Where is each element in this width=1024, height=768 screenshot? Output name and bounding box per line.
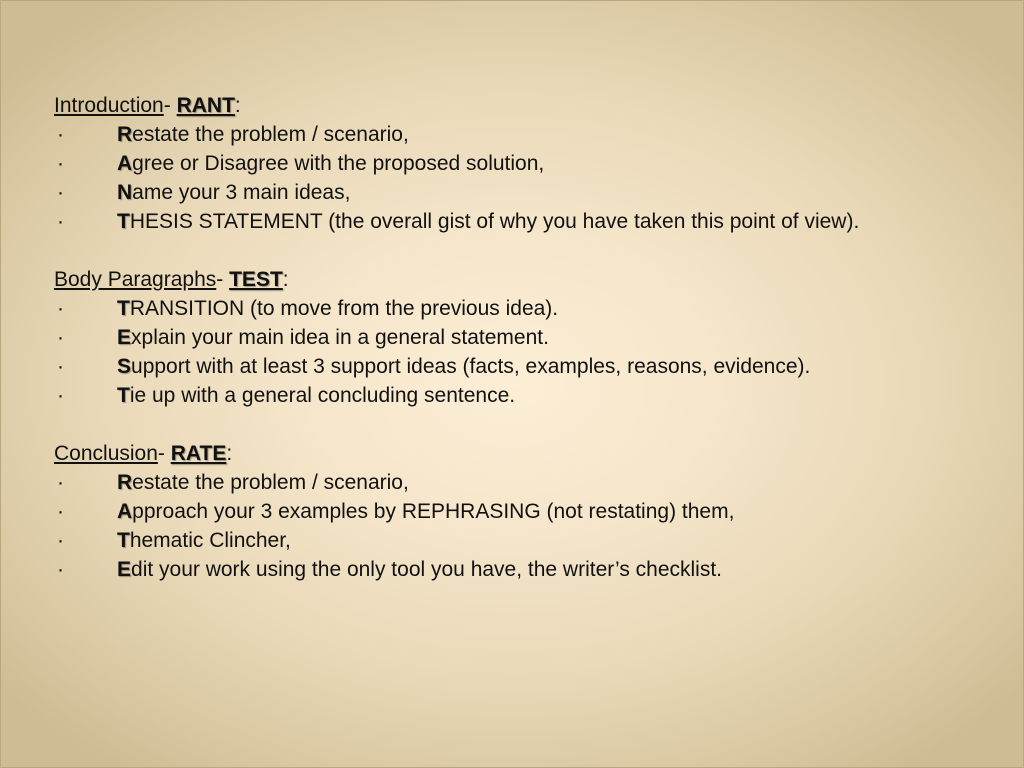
bullet-icon: ·	[57, 181, 64, 204]
list-item	[54, 526, 1004, 555]
item-rest: ie up with a general concluding sentence.	[129, 384, 516, 407]
list-item-text	[117, 468, 409, 497]
list-item-text	[117, 352, 810, 381]
section-heading	[54, 439, 1004, 468]
item-initial: R	[117, 123, 133, 146]
heading-separator: -	[216, 268, 230, 291]
bullet-icon: ·	[57, 210, 64, 233]
list-item-text	[117, 294, 558, 323]
list-item-text	[117, 555, 722, 584]
item-rest: gree or Disagree with the proposed solution,	[132, 152, 545, 175]
item-initial: E	[117, 326, 132, 349]
list-item	[54, 555, 1004, 584]
list-item	[54, 323, 1004, 352]
section-title: Body Paragraphs	[54, 268, 217, 291]
bullet-icon: ·	[57, 384, 64, 407]
list-item-text	[117, 207, 859, 236]
list-item-text	[117, 178, 350, 207]
list-item	[54, 207, 1004, 236]
list-item-text	[117, 526, 291, 555]
item-rest: estate the problem / scenario,	[132, 471, 409, 494]
bullet-icon: ·	[57, 123, 64, 146]
item-rest: upport with at least 3 support ideas (facts, examples, reasons, evidence).	[131, 355, 811, 378]
list-item	[54, 149, 1004, 178]
bullet-icon: ·	[57, 152, 64, 175]
section-heading	[54, 91, 1004, 120]
item-rest: ame your 3 main ideas,	[132, 181, 351, 204]
section-introduction	[54, 91, 1004, 236]
item-initial: T	[117, 529, 130, 552]
item-initial: S	[117, 355, 132, 378]
list-item	[54, 294, 1004, 323]
item-initial: T	[117, 384, 130, 407]
item-rest: RANSITION (to move from the previous idea).	[129, 297, 559, 320]
heading-colon: :	[226, 442, 233, 465]
list-item	[54, 178, 1004, 207]
bullet-icon: ·	[57, 500, 64, 523]
bullet-icon: ·	[57, 529, 64, 552]
bullet-icon: ·	[57, 558, 64, 581]
item-rest: xplain your main idea in a general statement.	[131, 326, 549, 349]
section-conclusion	[54, 439, 1004, 584]
item-initial: T	[117, 297, 130, 320]
heading-colon: :	[282, 268, 289, 291]
list-item	[54, 120, 1004, 149]
section-acronym: TEST	[229, 268, 283, 291]
item-initial: R	[117, 471, 133, 494]
list-item-text	[117, 149, 544, 178]
item-initial: E	[117, 558, 132, 581]
bullet-icon: ·	[57, 471, 64, 494]
item-rest: estate the problem / scenario,	[132, 123, 409, 146]
list-item	[54, 468, 1004, 497]
bullet-icon: ·	[57, 297, 64, 320]
list-item-text	[117, 381, 515, 410]
item-initial: N	[117, 181, 133, 204]
list-item	[54, 497, 1004, 526]
section-acronym: RATE	[170, 442, 227, 465]
section-heading	[54, 265, 1004, 294]
list-item-text	[117, 323, 549, 352]
heading-separator: -	[157, 442, 171, 465]
list-item	[54, 352, 1004, 381]
item-rest: hematic Clincher,	[129, 529, 291, 552]
item-rest: HESIS STATEMENT (the overall gist of why you have taken this point of view).	[129, 210, 860, 233]
slide-content	[54, 91, 1004, 613]
item-rest: dit your work using the only tool you have, the writer’s checklist.	[131, 558, 723, 581]
list-item	[54, 381, 1004, 410]
section-acronym: RANT	[176, 94, 235, 117]
item-rest: pproach your 3 examples by REPHRASING (not restating) them,	[132, 500, 735, 523]
list-item-text	[117, 120, 409, 149]
item-initial: A	[117, 152, 133, 175]
item-initial: A	[117, 500, 133, 523]
item-initial: T	[117, 210, 130, 233]
section-title: Conclusion	[54, 442, 158, 465]
section-body-paragraphs	[54, 265, 1004, 410]
bullet-icon: ·	[57, 326, 64, 349]
list-item-text	[117, 497, 734, 526]
heading-separator: -	[163, 94, 177, 117]
bullet-icon: ·	[57, 355, 64, 378]
heading-colon: :	[234, 94, 241, 117]
section-title: Introduction	[54, 94, 164, 117]
